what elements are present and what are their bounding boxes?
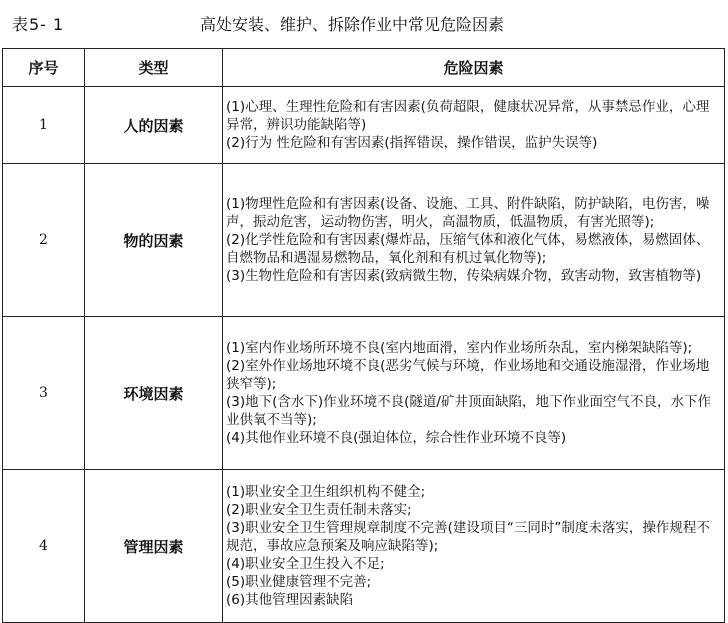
- header-row: [3, 49, 725, 87]
- table-title: 高处安装、维护、拆除作业中常见危险因素: [200, 15, 505, 34]
- hazard-item: (3)职业安全卫生管理规章制度不完善(建设项目“三同时”制度未落实，操作规程不规范，事故应急预案及响应缺陷等);: [226, 520, 710, 554]
- row-hazards: [223, 164, 725, 317]
- row-number: 3: [3, 317, 85, 470]
- hazard-item: (4)其他作业环境不良(强迫体位，综合性作业环境不良等): [226, 430, 567, 446]
- header-type: 类型: [85, 49, 223, 87]
- row-hazards: [223, 317, 725, 470]
- row-number: 1: [3, 87, 85, 164]
- row-hazards: [223, 470, 725, 623]
- hazard-item: (2)室外作业场地环境不良(恶劣气候与环境，作业场地和交通设施湿滑，作业场地狭窄等);: [226, 358, 710, 392]
- header-hazards: 危险因素: [223, 49, 725, 87]
- table-row: [3, 470, 725, 623]
- hazard-item: (6)其他管理因素缺陷: [226, 592, 354, 608]
- table-row: [3, 87, 725, 164]
- row-number: 4: [3, 470, 85, 623]
- table-caption: [0, 0, 728, 44]
- hazard-item: (1)室内作业场所环境不良(室内地面滑，室内作业场所杂乱，室内梯架缺陷等);: [226, 340, 693, 356]
- table-row: [3, 317, 725, 470]
- row-type: 物的因素: [85, 164, 223, 317]
- hazard-item: (2)化学性危险和有害因素(爆炸品，压缩气体和液化气体，易燃液体，易燃固体、自燃物品和遇湿易燃物品，氧化剂和有机过氧化物等);: [226, 232, 710, 266]
- hazard-table: [2, 48, 725, 623]
- hazard-item: (2)职业安全卫生责任制未落实;: [226, 502, 412, 518]
- hazard-item: (1)职业安全卫生组织机构不健全;: [226, 484, 426, 500]
- row-type: 环境因素: [85, 317, 223, 470]
- table-row: [3, 164, 725, 317]
- header-number: 序号: [3, 49, 85, 87]
- hazard-item: (1)心理、生理性危险和有害因素(负荷超限，健康状况异常，从事禁忌作业，心理异常，辨识功能缺陷等): [226, 99, 710, 133]
- hazard-item: (4)职业安全卫生投入不足;: [226, 556, 385, 572]
- table-number-label: 表5- 1: [12, 15, 65, 34]
- row-type: 人的因素: [85, 87, 223, 164]
- hazard-item: (3)生物性危险和有害因素(致病微生物，传染病媒介物，致害动物，致害植物等): [226, 268, 702, 284]
- hazard-item: (3)地下(含水下)作业环境不良(隧道/矿井顶面缺陷，地下作业面空气不良，水下作业供氧不当等);: [226, 394, 711, 428]
- row-number: 2: [3, 164, 85, 317]
- hazard-item: (1)物理性危险和有害因素(设备、设施、工具、附件缺陷，防护缺陷，电伤害，噪声，振动危害，运动物伤害，明火，高温物质，低温物质，有害光照等);: [226, 196, 710, 230]
- row-hazards: [223, 87, 725, 164]
- hazard-item: (5)职业健康管理不完善;: [226, 574, 372, 590]
- row-type: 管理因素: [85, 470, 223, 623]
- hazard-item: (2)行为 性危险和有害因素(指挥错误，操作错误，监护失误等): [226, 135, 598, 151]
